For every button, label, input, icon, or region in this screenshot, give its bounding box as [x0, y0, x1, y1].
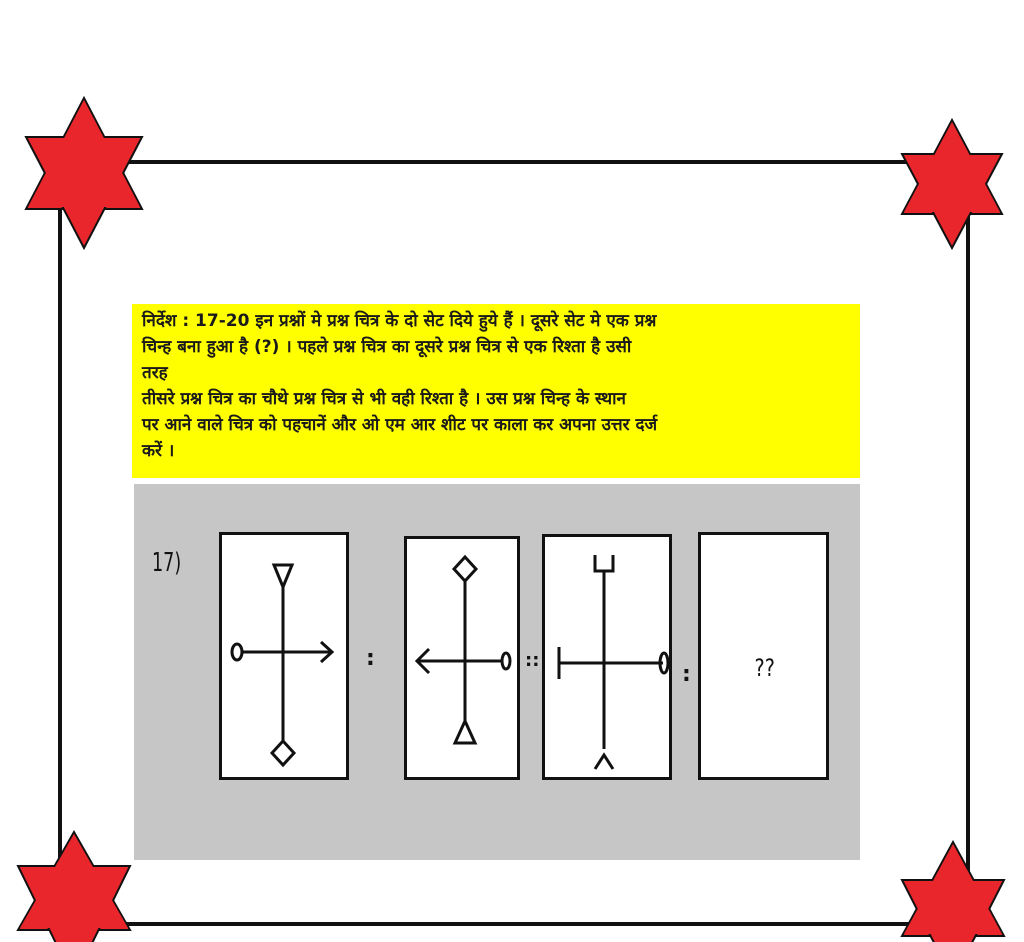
- separator-1: :: [366, 646, 375, 671]
- star-icon-bottom-left: [10, 830, 138, 942]
- instruction-block: [132, 304, 860, 478]
- star-icon-top-right: [898, 118, 1006, 250]
- figure-1: [219, 532, 349, 780]
- instruction-line-3: तरह: [142, 363, 168, 383]
- instruction-line-1: निर्देश : 17-20 इन प्रश्नों मे प्रश्न चित्र के दो सेट दिये हुये हैं । दूसरे सेट मे एक प्रश्न: [142, 311, 657, 331]
- unknown-answer-mark: ??: [754, 654, 775, 682]
- figure-3: [542, 534, 672, 780]
- figure-2: [404, 536, 520, 780]
- separator-2: :: [682, 662, 691, 687]
- question-number: 17): [152, 548, 182, 578]
- figure-3-drawing: [545, 537, 669, 777]
- separator-double: ::: [525, 650, 540, 671]
- star-icon-bottom-right: [898, 840, 1008, 942]
- instruction-line-4: तीसरे प्रश्न चित्र का चौथे प्रश्न चित्र से भी वही रिश्ता है । उस प्रश्न चिन्ह के स्थान: [142, 389, 626, 409]
- figure-1-drawing: [222, 535, 346, 777]
- instruction-line-6: करें ।: [142, 441, 175, 461]
- instruction-line-5: पर आने वाले चित्र को पहचानें और ओ एम आर शीट पर काला कर अपना उत्तर दर्ज: [142, 415, 658, 435]
- star-icon-top-left: [14, 96, 154, 250]
- figure-2-drawing: [407, 539, 517, 777]
- instruction-line-2: चिन्ह बना हुआ है (?) । पहले प्रश्न चित्र का दूसरे प्रश्न चित्र से एक रिश्ता है उसी: [142, 337, 632, 357]
